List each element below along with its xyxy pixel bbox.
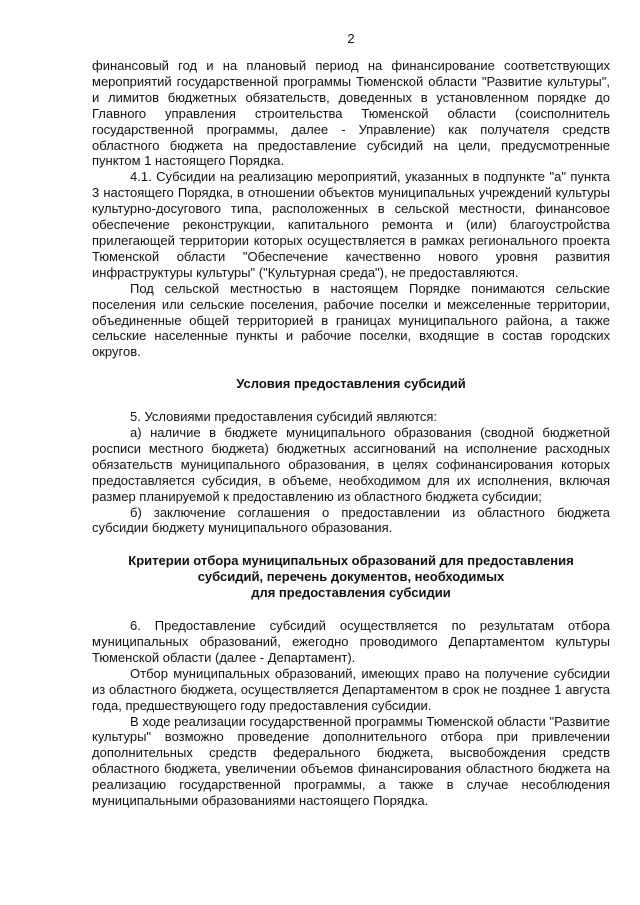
heading-line-3: для предоставления субсидии xyxy=(251,585,451,601)
paragraph-5a: а) наличие в бюджете муниципального образования (сводной бюджетной росписи местного бюджета) бюджетных ассигнований на исполнение расходных обязательств муниципального образования, в целях софинансирования которых предоставляется субсидия, в объеме, необходимом для их исполнения, включая размер планируемой к предоставлению из областного бюджета субсидии; xyxy=(92,425,610,504)
heading-selection-criteria xyxy=(92,553,610,601)
heading-line-2: субсидий, перечень документов, необходимых xyxy=(197,569,505,585)
paragraph-5: 5. Условиями предоставления субсидий являются: xyxy=(130,409,438,425)
heading-line-1: Критерии отбора муниципальных образований для предоставления xyxy=(128,553,574,569)
page-number: 2 xyxy=(347,31,355,46)
paragraph-4-1: 4.1. Субсидии на реализацию мероприятий, указанных в подпункте "а" пункта 3 настоящего Порядка, в отношении объектов муниципальных учреждений культуры культурно-досугового типа, расположенных в сельской местности, финансовое обеспечение реконструкции, капитального ремонта и (или) благоустройства прилегающей территории которых осуществляется в рамках регионального проекта Тюменской области "Обеспечение качественно нового уровня развития инфраструктуры культуры" ("Культурная среда"), не предоставляются. xyxy=(92,169,610,280)
paragraph-financing: финансовый год и на плановый период на финансирование соответствующих мероприятий государственной программы Тюменской области "Развитие культуры", и лимитов бюджетных обязательств, доведенных в установленном порядке до Главного управления строительства Тюменской области (соисполнитель государственной программы, далее - Управление) как получателя средств областного бюджета на предоставление субсидий на цели, предусмотренные пунктом 1 настоящего Порядка. xyxy=(92,58,610,169)
heading-subsidy-conditions: Условия предоставления субсидий xyxy=(236,376,466,392)
paragraph-6: 6. Предоставление субсидий осуществляется по результатам отбора муниципальных образований, ежегодно проводимого Департаментом культуры Тюменской области (далее - Департамент). xyxy=(92,618,610,665)
document-page xyxy=(92,30,610,809)
paragraph-selection-deadline: Отбор муниципальных образований, имеющих право на получение субсидии из областного бюджета, осуществляется Департаментом в срок не позднее 1 августа года, предшествующего году предоставления субсидии. xyxy=(92,665,610,713)
paragraph-5b: б) заключение соглашения о предоставлении из областного бюджета субсидии бюджету муниципального образования. xyxy=(92,504,610,536)
paragraph-additional-selection: В ходе реализации государственной программы Тюменской области "Развитие культуры" возможно проведение дополнительного отбора при привлечении дополнительных средств федерального бюджета, высвобождения средств областного бюджета, увеличении объемов финансирования областного бюджета на реализацию государственной программы, а также в случае несоблюдения муниципальными образованиями настоящего Порядка. xyxy=(92,713,610,809)
paragraph-rural-definition: Под сельской местностью в настоящем Порядке понимаются сельские поселения или сельские поселения, рабочие поселки и межселенные территории, объединенные общей территорией в границах муниципального района, а также сельские населенные пункты и рабочие поселки, входящие в состав городских округов. xyxy=(92,280,610,360)
